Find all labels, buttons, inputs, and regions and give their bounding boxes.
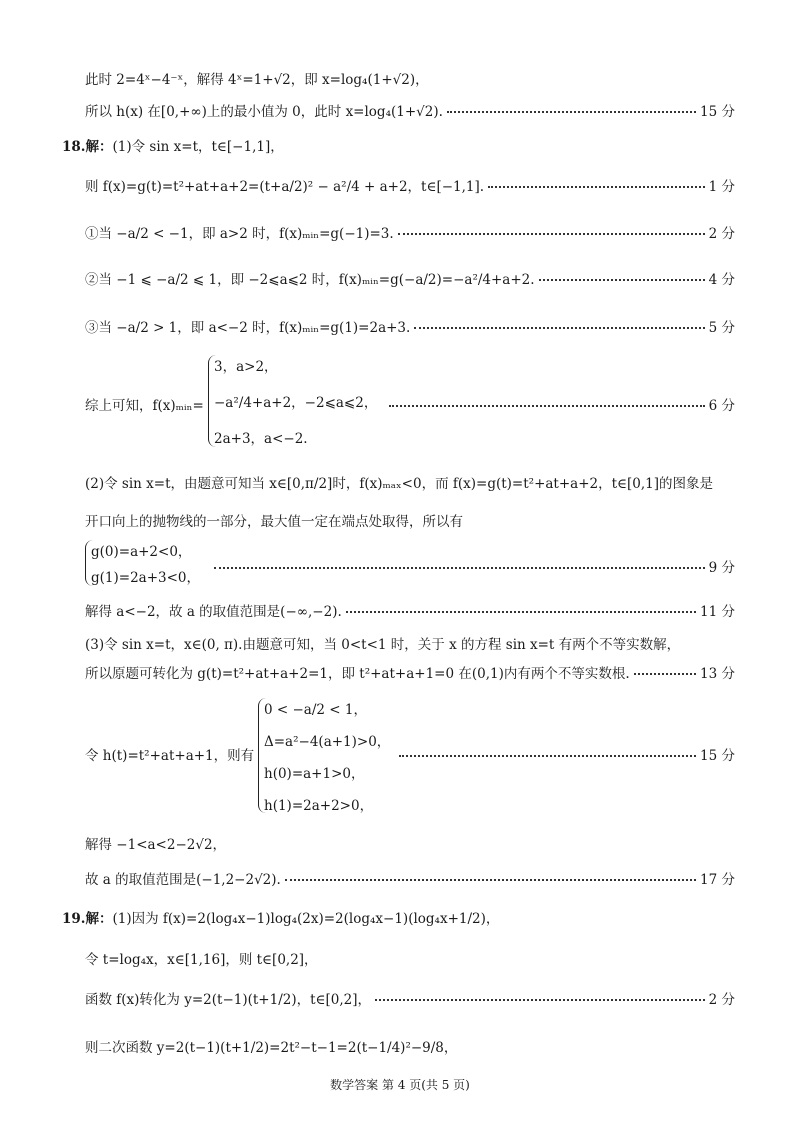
- line-3: [62, 135, 284, 155]
- case-1: 3，a>2，: [214, 359, 278, 375]
- line-5: [85, 222, 735, 242]
- line-15-prefix: 令 h(t)=t²+at+a+1，则有: [85, 748, 255, 764]
- score: 6 分: [708, 398, 735, 414]
- dot-leader: [488, 186, 705, 188]
- line-14-text: 所以原题可转化为 g(t)=t²+at+a+2=1，即 t²+at+a+1=0 在(0,1)内有两个不等实数根.: [85, 666, 630, 682]
- score: 17 分: [700, 872, 735, 888]
- score: 5 分: [708, 320, 735, 336]
- line-14: [85, 662, 735, 682]
- line-17-text: 故 a 的取值范围是(−1,2−2√2).: [85, 872, 281, 888]
- score: 11 分: [700, 604, 735, 620]
- line-19: 令 t=log₄x，x∈[1,16]，则 t∈[0,2]，: [85, 952, 318, 968]
- line-13: (3)令 sin x=t，x∈(0, π).由题意可知，当 0<t<1 时，关于 x 的方程 sin x=t 有两个不等实数解，: [85, 637, 681, 653]
- dot-leader: [398, 233, 705, 235]
- line-18: [62, 907, 499, 927]
- case-4: h(1)=2a+2>0，: [264, 798, 374, 814]
- score: 15 分: [700, 104, 735, 120]
- case-2: g(1)=2a+3<0，: [91, 570, 201, 586]
- line-12: [85, 600, 735, 620]
- line-4: [85, 175, 735, 195]
- line-8-leader: [385, 394, 735, 414]
- line-3-text: (1)令 sin x=t，t∈[−1,1]，: [112, 139, 284, 155]
- system-part3: [258, 698, 390, 813]
- question-18-label: 18.解：: [62, 139, 113, 155]
- score: 15 分: [700, 748, 735, 764]
- dot-leader: [389, 405, 705, 407]
- line-7-text: ③当 −a/2 > 1，即 a<−2 时，f(x)ₘᵢₙ=g(1)=2a+3.: [85, 320, 411, 336]
- case-1: 0 < −a/2 < 1，: [264, 702, 367, 718]
- line-9: (2)令 sin x=t，由题意可知当 x∈[0,π/2]时，f(x)ₘₐₓ<0，而 f(x)=g(t)=t²+at+a+2，t∈[0,1]的图象是: [85, 476, 714, 492]
- dot-leader: [447, 111, 696, 113]
- line-11-leader: [210, 556, 735, 576]
- line-7: [85, 316, 735, 336]
- case-2: −a²/4+a+2，−2⩽a⩽2，: [214, 395, 378, 411]
- line-20-text: 函数 f(x)转化为 y=2(t−1)(t+1/2)，t∈[0,2]，: [85, 992, 372, 1008]
- dot-leader: [414, 327, 704, 329]
- line-5-text: ①当 −a/2 < −1，即 a>2 时，f(x)ₘᵢₙ=g(−1)=3.: [85, 226, 394, 242]
- case-2: Δ=a²−4(a+1)>0，: [264, 734, 391, 750]
- dot-leader: [539, 279, 705, 281]
- line-12-text: 解得 a<−2，故 a 的取值范围是(−∞,−2).: [85, 604, 342, 620]
- question-19-label: 19.解：: [62, 911, 113, 927]
- page-footer: 数学答案 第 4 页(共 5 页): [330, 1078, 470, 1092]
- line-4-text: 则 f(x)=g(t)=t²+at+a+2=(t+a/2)² − a²/4 + a+2，t∈[−1,1].: [85, 179, 485, 195]
- line-6: [85, 268, 735, 288]
- case-3: h(0)=a+1>0，: [264, 766, 365, 782]
- score: 1 分: [708, 179, 735, 195]
- dot-leader: [346, 611, 696, 613]
- dot-leader: [375, 999, 705, 1001]
- line-17: [85, 868, 735, 888]
- case-1: g(0)=a+2<0，: [91, 544, 192, 560]
- dot-leader: [214, 567, 705, 569]
- line-8-prefix: 综上可知，f(x)ₘᵢₙ=: [85, 398, 204, 414]
- score: 2 分: [708, 226, 735, 242]
- line-16: 解得 −1<a<2−2√2，: [85, 837, 227, 853]
- line-20: [85, 988, 735, 1008]
- piecewise-min: [208, 355, 377, 447]
- line-15-leader: [395, 744, 735, 764]
- line-21: 则二次函数 y=2(t−1)(t+1/2)=2t²−t−1=2(t−1/4)²−9/8，: [85, 1040, 458, 1056]
- dot-leader: [285, 879, 696, 881]
- line-2-text: 所以 h(x) 在[0,+∞)上的最小值为 0，此时 x=log₄(1+√2).: [85, 104, 443, 120]
- score: 13 分: [700, 666, 735, 682]
- case-3: 2a+3，a<−2.: [214, 431, 308, 447]
- line-18-text: (1)因为 f(x)=2(log₄x−1)log₄(2x)=2(log₄x−1)(log₄x+1/2)，: [112, 911, 500, 927]
- line-6-text: ②当 −1 ⩽ −a/2 ⩽ 1，即 −2⩽a⩽2 时，f(x)ₘᵢₙ=g(−a/2)=−a²/4+a+2.: [85, 272, 535, 288]
- line-2: [85, 100, 735, 120]
- system-part2: [85, 540, 200, 586]
- score: 9 分: [708, 560, 735, 576]
- score: 4 分: [708, 272, 735, 288]
- line-10: 开口向上的抛物线的一部分，最大值一定在端点处取得，所以有: [85, 514, 463, 530]
- dot-leader: [399, 755, 696, 757]
- score: 2 分: [708, 992, 735, 1008]
- dot-leader: [634, 673, 696, 675]
- line-1: 此时 2=4ˣ−4⁻ˣ，解得 4ˣ=1+√2，即 x=log₄(1+√2)，: [85, 72, 429, 88]
